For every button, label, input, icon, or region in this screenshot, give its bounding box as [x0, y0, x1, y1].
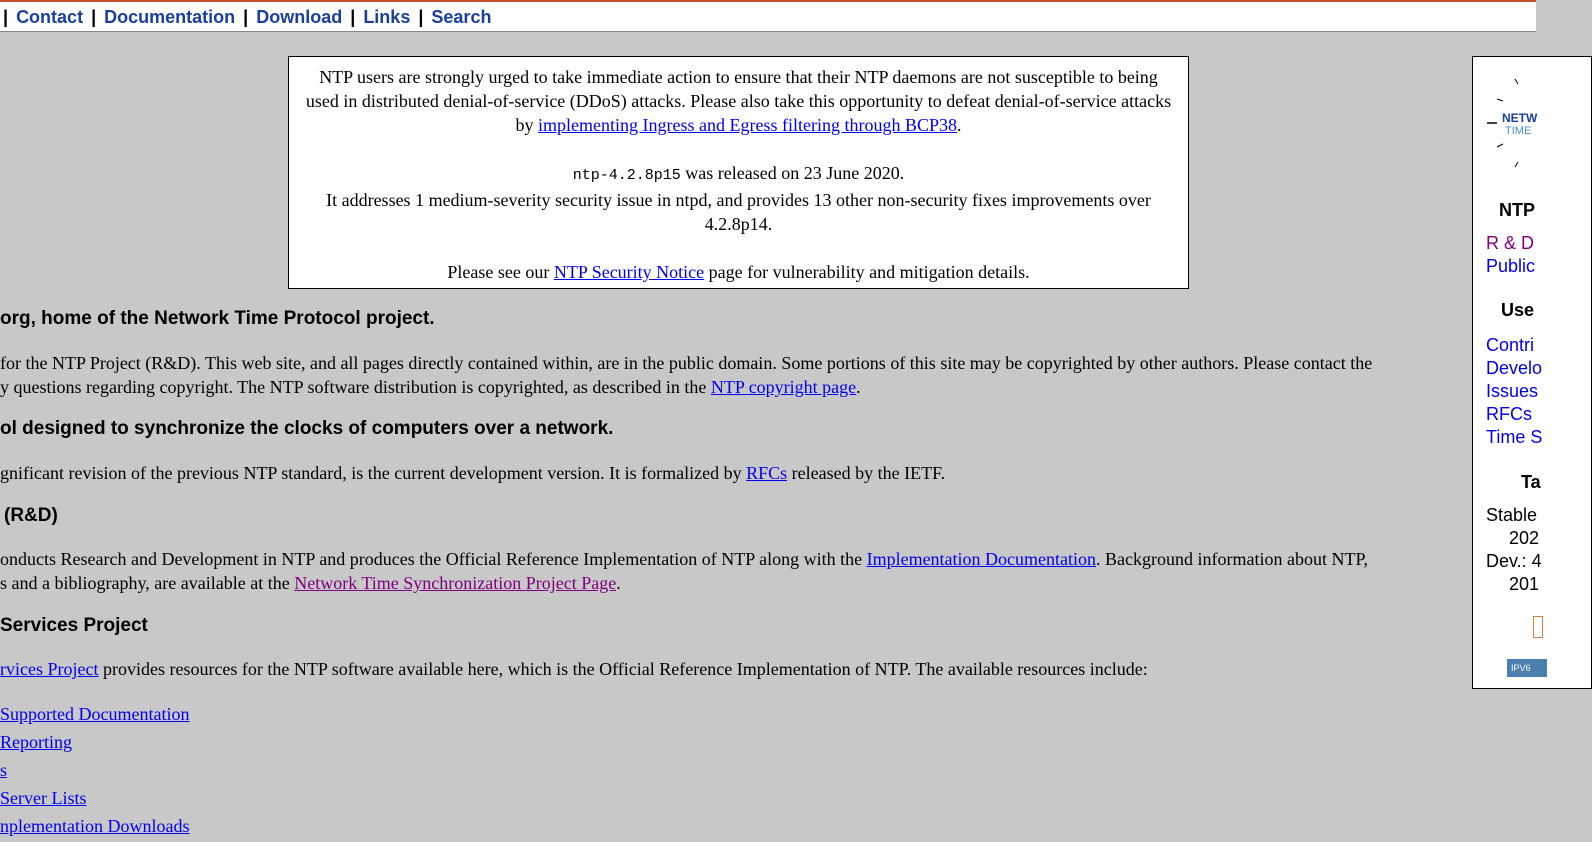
resource-link[interactable]: nplementation Downloads [0, 816, 190, 836]
paragraph-text: gnificant revision of the previous NTP standard, is the current development version. It is formalized by [0, 463, 742, 483]
link-ntp-security-notice[interactable]: NTP Security Notice [553, 262, 705, 282]
paragraph-text: onducts Research and Development in NTP and produces the Official Reference Implementation of NTP along with the [0, 549, 863, 569]
sidebar-link-time-servers[interactable]: Time S [1486, 427, 1543, 447]
heading-rd: (R&D) [4, 505, 58, 526]
paragraph-end: . [856, 377, 861, 397]
list-item [0, 758, 189, 786]
notice-paragraph [301, 260, 1176, 284]
sidebar-link-public[interactable]: Public [1486, 256, 1536, 276]
release-text: was released on 23 June 2020. [685, 163, 905, 183]
paragraph-line [0, 547, 1448, 571]
paragraph-ntpv4 [0, 461, 945, 485]
paragraph-text: s and a bibliography, are available at the [0, 573, 290, 593]
stable-value: 202 [1509, 528, 1540, 548]
nav-link-download[interactable]: Download [256, 7, 343, 27]
list-item [0, 814, 189, 842]
paragraph-text: . Background information about NTP, [1096, 549, 1368, 569]
paragraph-line [0, 571, 1448, 595]
nav-separator: | [91, 7, 97, 27]
logo-text: TIME [1505, 125, 1532, 137]
paragraph-line [0, 375, 1448, 399]
notice-end: . [956, 115, 962, 135]
notice-text: page for vulnerability and mitigation details. [708, 262, 1030, 282]
dev-value: 201 [1509, 574, 1540, 594]
nav-separator: | [243, 7, 249, 27]
logo-text: NETW [1502, 111, 1538, 125]
notice-paragraph [301, 65, 1176, 137]
list-item [0, 730, 189, 758]
paragraph-text: y questions regarding copyright. The NTP software distribution is copyrighted, as described in the [0, 377, 707, 397]
security-notice-box [288, 56, 1189, 289]
paragraph-rd [0, 547, 1448, 595]
nav-separator: | [3, 7, 9, 27]
paragraph-line: for the NTP Project (R&D). This web site, and all pages directly contained within, are in the public domain. Some portions of this site may be copyrighted by other authors. Please contact the [0, 353, 1373, 373]
nav-separator: | [350, 7, 356, 27]
sidebar-links-user [1486, 334, 1542, 449]
spacer [301, 236, 1176, 260]
spacer [301, 137, 1176, 161]
resource-link[interactable]: Supported Documentation [0, 704, 190, 724]
badge-icon[interactable] [1533, 616, 1543, 638]
paragraph-copyright [0, 351, 1448, 399]
sidebar-section-title: NTP [1499, 200, 1535, 220]
paragraph-end: released by the IETF. [791, 463, 946, 483]
link-services-project[interactable]: rvices Project [0, 659, 99, 679]
nav-link-search[interactable]: Search [431, 7, 492, 27]
resource-link[interactable]: s [0, 760, 8, 780]
nav-link-documentation[interactable]: Documentation [104, 7, 236, 27]
release-detail: It addresses 1 medium-severity security issue in ntpd, and provides 13 other non-security fixes improvements over 4.2.8p14. [326, 190, 1151, 234]
nav-link-links[interactable]: Links [363, 7, 411, 27]
resource-link[interactable]: Reporting [0, 732, 72, 752]
link-bcp38[interactable]: implementing Ingress and Egress filtering through BCP38 [538, 115, 957, 135]
sidebar-link-issues[interactable]: Issues [1486, 381, 1539, 401]
ipv6-badge[interactable]: IPV6 [1507, 659, 1547, 677]
sidebar-link-rfcs[interactable]: RFCs [1486, 404, 1532, 424]
release-version: ntp-4.2.8p15 [572, 167, 681, 184]
list-item [0, 786, 189, 814]
heading-protocol: ol designed to synchronize the clocks of computers over a network. [0, 418, 614, 439]
sidebar-section-title: Use [1501, 300, 1535, 320]
stable-label: Stable [1486, 505, 1538, 525]
paragraph-services [0, 657, 1148, 681]
link-implementation-documentation[interactable]: Implementation Documentation [866, 549, 1097, 569]
sidebar-link-develop[interactable]: Develo [1486, 358, 1543, 378]
heading-services-project: Services Project [0, 615, 148, 636]
sidebar-link-rd[interactable]: R & D [1486, 233, 1535, 253]
link-ntp-copyright[interactable]: NTP copyright page [710, 377, 857, 397]
notice-text: NTP users are strongly urged to take immediate action to ensure that their NTP daemons are not susceptible to being used in distributed denial-of-service (DDoS) attacks. Please also take this opportunity to defeat denial-of-service attacks by [305, 67, 1172, 135]
ntp-logo-icon [1485, 71, 1575, 181]
heading-home: org, home of the Network Time Protocol project. [0, 308, 435, 329]
notice-text: Please see our [447, 262, 550, 282]
nav-separator: | [418, 7, 424, 27]
right-sidebar [1472, 56, 1592, 689]
link-network-time-sync-project[interactable]: Network Time Synchronization Project Page [294, 573, 617, 593]
resource-link[interactable]: Server Lists [0, 788, 87, 808]
list-item [0, 702, 189, 730]
release-paragraph [301, 161, 1176, 188]
sidebar-section-title: Ta [1521, 472, 1541, 492]
sidebar-link-contrib[interactable]: Contri [1486, 335, 1535, 355]
release-info [1486, 504, 1542, 596]
paragraph-end: . [616, 573, 621, 593]
link-rfcs[interactable]: RFCs [746, 463, 788, 483]
resources-list [0, 702, 189, 842]
sidebar-links-ntp [1486, 232, 1535, 278]
paragraph-text: provides resources for the NTP software available here, which is the Official Reference Implementation of NTP. The available resources include: [102, 659, 1148, 679]
nav-link-contact[interactable]: Contact [16, 7, 84, 27]
dev-label: Dev.: 4 [1486, 551, 1542, 571]
